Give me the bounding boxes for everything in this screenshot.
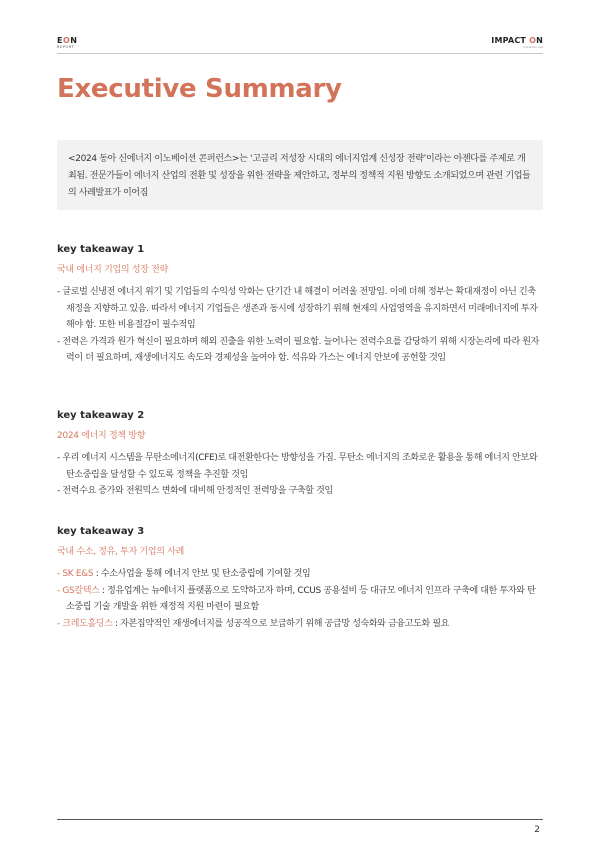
bullet-item: - 우리 에너지 시스템을 무탄소에너지(CFE)로 대전환한다는 방향성을 가짐. 무탄소 에너지의 조화로운 활용을 통해 에너지 안보와 탄소중립을 달성할 수 있도록 정책을 추진할 것임 — [57, 453, 538, 480]
intro-box — [57, 140, 543, 210]
takeaway-subtitle: 국내 수소, 정유, 투자 기업의 사례 — [57, 547, 185, 557]
takeaway-3 — [57, 524, 543, 632]
company-name: - SK E&S — [57, 569, 94, 579]
takeaway-subtitle: 국내 에너지 기업의 성장 전략 — [57, 265, 168, 275]
takeaway-label: key takeaway 3 — [57, 526, 145, 537]
impacton-logo — [491, 37, 543, 49]
footer-divider — [57, 819, 543, 820]
bullet-item — [57, 583, 543, 616]
company-name: - 크레도홀딩스 — [57, 618, 113, 629]
logo-text: IMPACT — [491, 36, 530, 45]
header-divider — [57, 53, 543, 54]
intro-text: <2024 동아 신에너지 이노베이션 콘퍼런스>는 ‘고금리 저성장 시대의 에너지업계 신성장 전략’이라는 아젠다를 주제로 개최됨. 전문가들이 에너지 산업의 전환 및 성장을 위한 전략을 제안하고, 정부의 정책적 지원 방향도 소개되었으며 관련 기업들의 사례발표가 이어짐 — [68, 154, 531, 198]
bullet-item: - 글로벌 신냉전 에너지 위기 및 기업들의 수익성 악화는 단기간 내 해결이 어려울 전망임. 이에 더해 정부는 확대재정이 아닌 긴축재정을 지향하고 있음. 따라서 에너지 기업들은 생존과 동시에 성장하기 위해 현재의 사업영역을 유지하면서 미래에너지에 투자해야 함. 또한 비용절감이 필수적임 — [57, 287, 538, 330]
logo-subtitle: impacton.net — [523, 45, 543, 49]
company-name: - GS칼텍스 — [57, 585, 100, 596]
logo-text: E — [57, 36, 63, 45]
takeaway-label: key takeaway 1 — [57, 244, 145, 255]
logo-subtitle: REPORT — [57, 45, 75, 49]
bullet-text: : 정유업계는 뉴에너지 플랫폼으로 도약하고자 하며, CCUS 공용설비 등 대규모 에너지 인프라 구축에 대한 투자와 탄소중립 기술 개발을 위한 재정적 지원 마련이 필요함 — [66, 585, 536, 612]
bullet-item — [57, 566, 543, 583]
logo-accent: O — [62, 36, 71, 45]
bullet-item: - 전력수요 증가와 전원믹스 변화에 대비해 안정적인 전력망을 구축할 것임 — [57, 486, 333, 496]
bullet-text: : 자본집약적인 재생에너지를 성공적으로 보급하기 위해 공급망 성숙화와 금융고도화 필요 — [112, 618, 450, 629]
page-title: Executive Summary — [57, 74, 342, 104]
bullet-item — [57, 616, 543, 633]
bullet-item: - 전력은 가격과 원가 혁신이 필요하며 해외 진출을 위한 노력이 필요함. 늘어나는 전력수요를 감당하기 위해 시장논리에 따라 원자력이 더 필요하며, 재생에너지도 속도와 경제성을 높여야 함. 석유와 가스는 에너지 안보에 공헌할 것임 — [57, 336, 539, 363]
takeaway-2 — [57, 408, 543, 500]
takeaway-label: key takeaway 2 — [57, 410, 145, 421]
logo-text-end: N — [70, 36, 78, 45]
takeaway-1 — [57, 242, 543, 367]
eon-report-logo — [57, 37, 77, 50]
bullet-text: : 수소사업을 통해 에너지 안보 및 탄소중립에 기여할 것임 — [93, 569, 311, 579]
logo-accent: O — [529, 36, 537, 45]
page-number: 2 — [534, 825, 540, 835]
logo-text-end: N — [536, 36, 543, 45]
takeaway-subtitle: 2024 에너지 정책 방향 — [57, 431, 146, 441]
